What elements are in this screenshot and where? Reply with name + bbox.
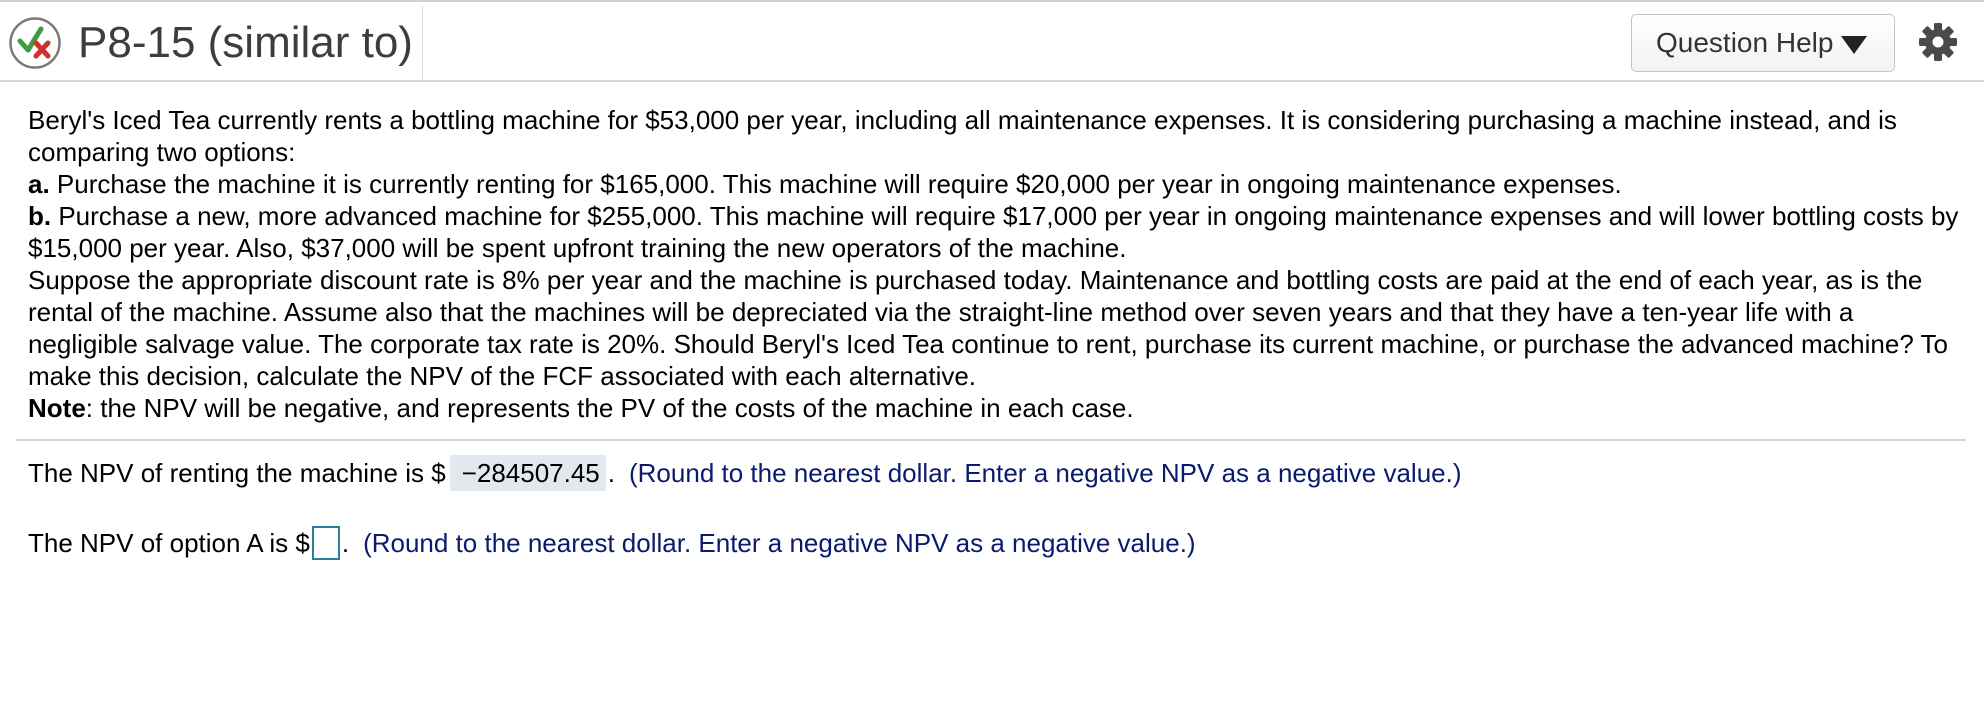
option-a-npv-input[interactable] [312, 526, 340, 560]
caret-down-icon [1841, 36, 1867, 54]
question-help-label: Question Help [1656, 27, 1834, 58]
option-b-label: b. [28, 201, 52, 231]
problem-intro: Beryl's Iced Tea currently rents a bottling machine for $53,000 per year, including all maintenance expenses. It is considering purchasing a machine instead, and is comparing two options: [28, 105, 1897, 167]
note-label: Note [28, 393, 86, 423]
question-help-button[interactable] [1631, 14, 1895, 72]
answer-option-a-hint: (Round to the nearest dollar. Enter a negative NPV as a negative value.) [363, 528, 1196, 558]
title-divider [422, 6, 423, 82]
option-a-label: a. [28, 169, 50, 199]
question-title: P8-15 (similar to) [78, 18, 413, 67]
note-text: : the NPV will be negative, and represents the PV of the costs of the machine in each case. [85, 393, 1134, 423]
answer-option-a-prompt: The NPV of option A is $ [28, 528, 310, 558]
gear-icon[interactable] [1918, 22, 1958, 62]
answer-option-a-period: . [341, 528, 350, 558]
section-divider [16, 439, 1966, 441]
rent-npv-answer[interactable]: −284507.45 [450, 455, 606, 491]
answer-rent-npv [28, 455, 1462, 491]
answer-option-a-npv [28, 525, 1196, 561]
answer-rent-hint: (Round to the nearest dollar. Enter a negative NPV as a negative value.) [629, 458, 1462, 488]
problem-body: Suppose the appropriate discount rate is 8% per year and the machine is purchased today. Maintenance and bottling costs are paid at the end of each year, as is the rental of the machine. Assume also that the machines will be depreciated via the straight-line method over seven years and that they have a ten-year life with a negligible salvage value. The corporate tax rate is 20%. Should Beryl's Iced Tea continue to rent, purchase its current machine, or purchase the advanced machine? To make this decision, calculate the NPV of the FCF associated with each alternative. [28, 265, 1948, 391]
option-b [28, 200, 1968, 264]
option-a-text: Purchase the machine it is currently renting for $165,000. This machine will require $20,000 per year in ongoing maintenance expenses. [49, 169, 1622, 199]
problem-statement [28, 104, 1968, 424]
option-a [28, 168, 1968, 200]
question-header [0, 0, 1984, 82]
check-x-partial-icon [8, 16, 62, 70]
answer-rent-prompt: The NPV of renting the machine is $ [28, 458, 446, 488]
option-b-text: Purchase a new, more advanced machine for $255,000. This machine will require $17,000 per year in ongoing maintenance expenses and will lower bottling costs by $15,000 per year. Also, $37,000 will be spent upfront training the new operators of the machine. [28, 201, 1959, 263]
problem-note [28, 392, 1968, 424]
answer-rent-period: . [607, 458, 615, 488]
